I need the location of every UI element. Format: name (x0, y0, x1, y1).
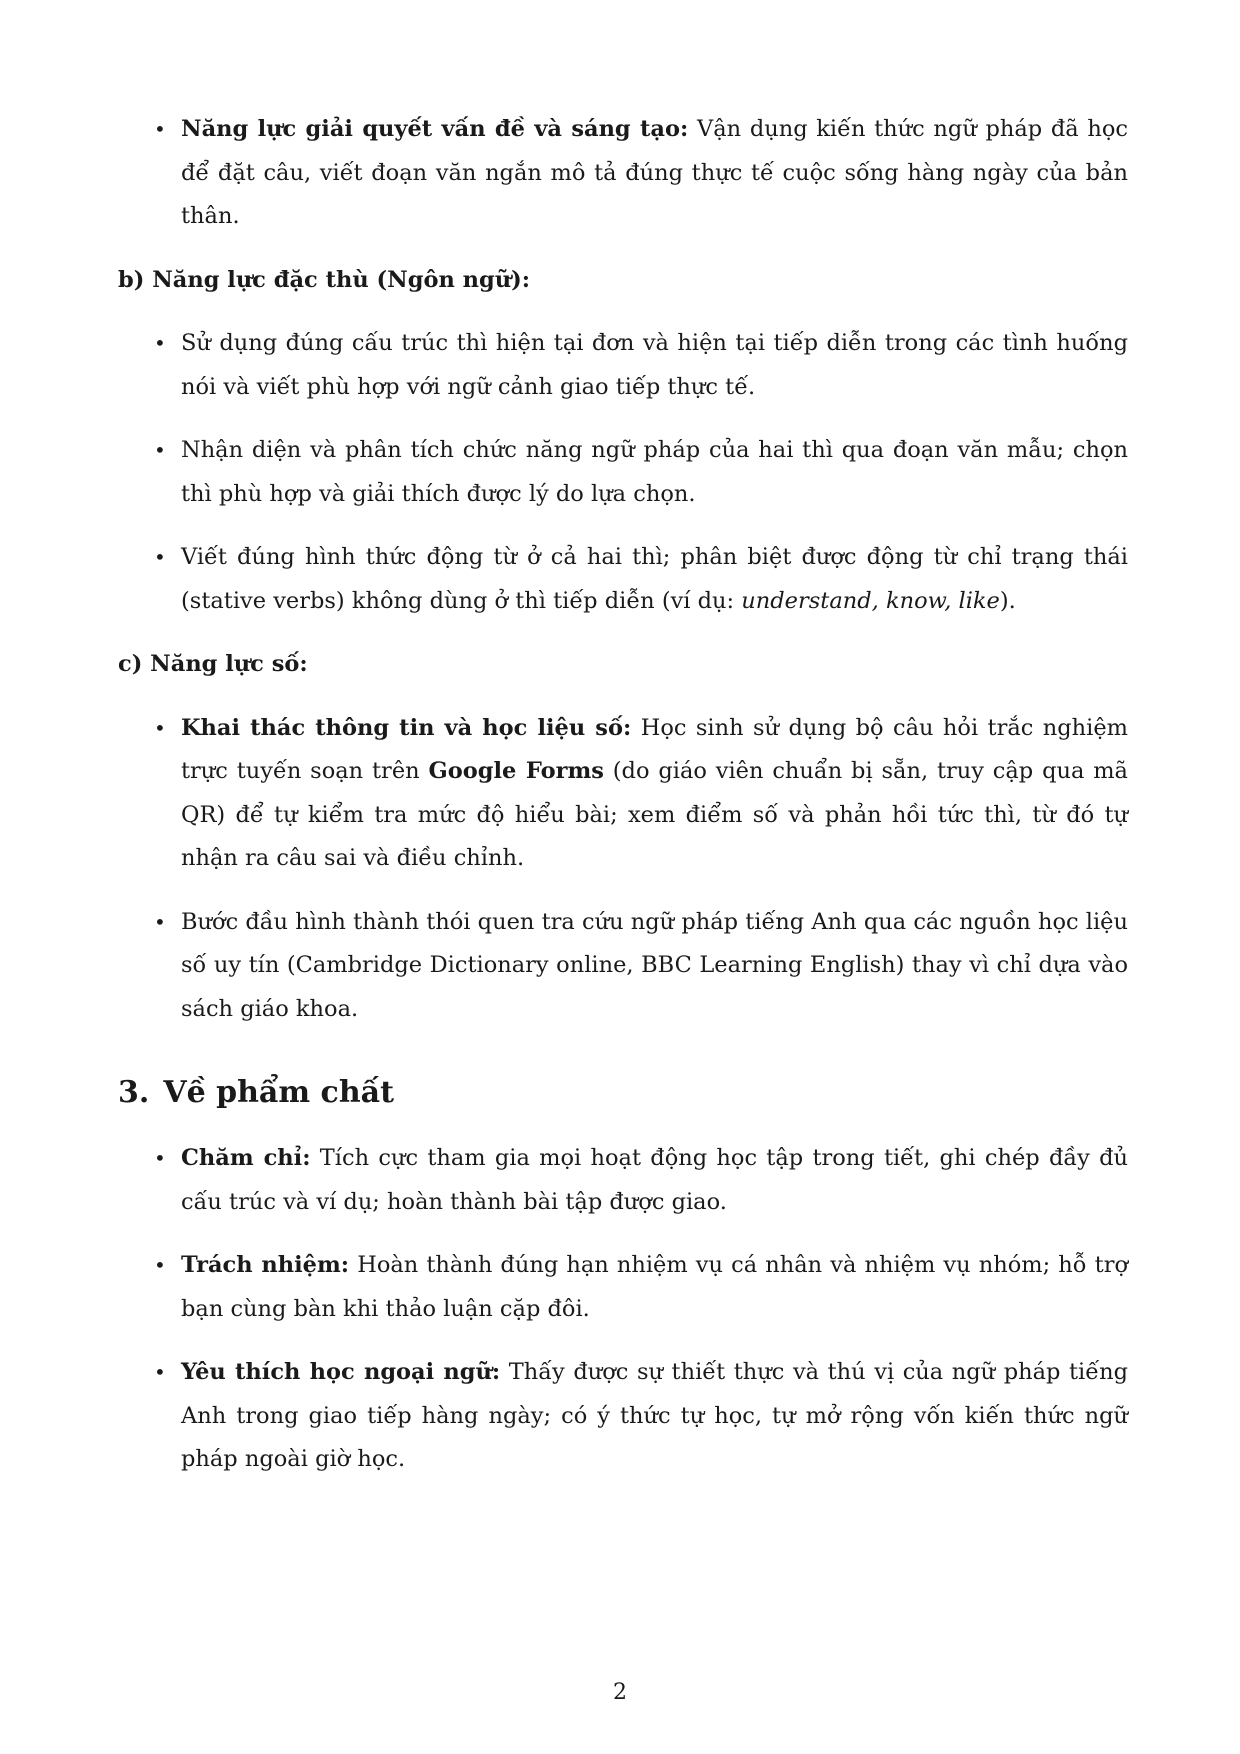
item-text: Hoàn thành đúng hạn nhiệm vụ cá nhân và nhiệm vụ nhóm; hỗ trợ bạn cùng bàn khi thảo luận cặp đôi. (181, 1252, 1129, 1322)
document-page (118, 108, 1128, 1502)
page-number: 2 (613, 1680, 627, 1705)
section-title: Về phẩm chất (163, 1075, 394, 1110)
list-item (118, 707, 1128, 881)
item-text: Học sinh sử dụng bộ câu hỏi trắc nghiệm trực tuyến soạn trên (181, 714, 1128, 784)
list-item (118, 1351, 1128, 1482)
bullet-icon: • (154, 1360, 166, 1384)
item-bold-term: Google Forms (428, 758, 604, 784)
bullet-icon: • (154, 117, 166, 141)
section-number: 3. (118, 1075, 150, 1110)
bullet-icon: • (154, 715, 166, 740)
item-text-end: ). (999, 587, 1016, 614)
item-text: Tích cực tham gia mọi hoạt động học tập trong tiết, ghi chép đầy đủ cấu trúc và ví dụ; hoàn thành bài tập được giao. (181, 1145, 1129, 1215)
item-text: Bước đầu hình thành thói quen tra cứu ngữ pháp tiếng Anh qua các nguồn học liệu số uy tín (Cambridge Dictionary online, BBC Learning English) thay vì chỉ dựa vào sách giáo khoa. (181, 908, 1128, 1022)
item-text: Viết đúng hình thức động từ ở cả hai thì; phân biệt được động từ chỉ trạng thái (stative verbs) không dùng ở thì tiếp diễn (ví dụ: (181, 544, 1128, 614)
list-item (118, 1244, 1128, 1331)
bullet-list-3 (118, 1137, 1128, 1482)
item-label: Năng lực giải quyết vấn đề và sáng tạo: (181, 116, 689, 142)
bullet-icon: • (154, 909, 166, 934)
bullet-icon: • (154, 438, 166, 462)
list-item (118, 108, 1128, 239)
bullet-list-c (118, 707, 1128, 1032)
item-label: Trách nhiệm: (181, 1252, 350, 1278)
bullet-icon: • (154, 1253, 166, 1277)
item-label: Khai thác thông tin và học liệu số: (181, 714, 632, 741)
list-item (118, 536, 1128, 623)
item-label: Chăm chỉ: (181, 1145, 311, 1171)
list-item (118, 901, 1128, 1032)
bullet-list-b (118, 322, 1128, 623)
bullet-icon: • (154, 545, 166, 569)
item-text-end: (do giáo viên chuẩn bị sẵn, truy cập qua mã QR) để tự kiểm tra mức độ hiểu bài; xem điểm số và phản hồi tức thì, từ đó tự nhận ra câu sai và điều chỉnh. (181, 758, 1128, 871)
item-text: Vận dụng kiến thức ngữ pháp đã học để đặt câu, viết đoạn văn ngắn mô tả đúng thực tế cuộc sống hàng ngày của bản thân. (181, 116, 1128, 229)
bullet-icon: • (154, 331, 166, 355)
item-text: Nhận diện và phân tích chức năng ngữ pháp của hai thì qua đoạn văn mẫu; chọn thì phù hợp và giải thích được lý do lựa chọn. (181, 437, 1128, 507)
subsection-heading-b: b) Năng lực đặc thù (Ngôn ngữ): (118, 266, 531, 293)
list-item (118, 429, 1128, 516)
bullet-list-top (118, 108, 1128, 239)
item-text: Thấy được sự thiết thực và thú vị của ngữ pháp tiếng Anh trong giao tiếp hàng ngày; có ý thức tự học, tự mở rộng vốn kiến thức ngữ pháp ngoài giờ học. (181, 1359, 1128, 1472)
section-heading-3 (118, 1071, 1128, 1115)
list-item (118, 1137, 1128, 1224)
item-italic-examples: understand, know, like (741, 587, 1000, 614)
item-label: Yêu thích học ngoại ngữ: (181, 1359, 501, 1385)
subsection-heading-c: c) Năng lực số: (118, 651, 308, 677)
item-text: Sử dụng đúng cấu trúc thì hiện tại đơn và hiện tại tiếp diễn trong các tình huống nói và viết phù hợp với ngữ cảnh giao tiếp thực tế. (181, 330, 1128, 400)
bullet-icon: • (154, 1146, 166, 1170)
list-item (118, 322, 1128, 409)
